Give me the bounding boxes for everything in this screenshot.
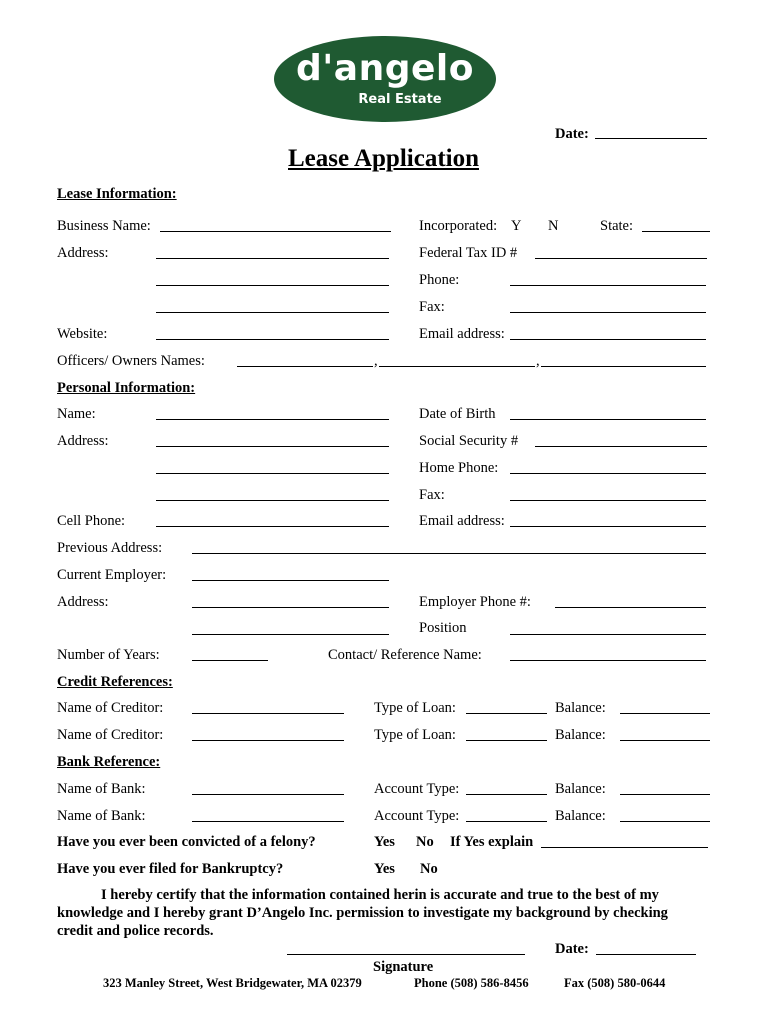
credit-balance-label-1: Balance: [555,700,606,716]
felony-question: Have you ever been convicted of a felony? [57,834,316,850]
name-field[interactable] [156,419,389,420]
bank-name-field-1[interactable] [192,794,344,795]
logo-sub-text: Real Estate [358,92,442,107]
officers-label: Officers/ Owners Names: [57,353,205,369]
officer-name-field-2[interactable] [379,366,535,367]
bank-balance-field-2[interactable] [620,821,710,822]
bank-balance-label-1: Balance: [555,781,606,797]
footer-address: 323 Manley Street, West Bridgewater, MA 02379 [103,976,362,990]
contact-field[interactable] [510,660,706,661]
credit-balance-label-2: Balance: [555,727,606,743]
personal-fax-label: Fax: [419,487,445,503]
current-employer-field[interactable] [192,580,389,581]
bank-heading: Bank Reference: [57,754,161,770]
business-address-field-3[interactable] [156,312,389,313]
incorporated-no-option[interactable]: N [548,218,559,234]
signature-field[interactable] [287,954,525,955]
bank-balance-field-1[interactable] [620,794,710,795]
website-field[interactable] [156,339,389,340]
dob-field[interactable] [510,419,706,420]
position-label: Position [419,620,467,636]
employer-phone-field[interactable] [555,607,706,608]
personal-email-label: Email address: [419,513,505,529]
business-address-field-2[interactable] [156,285,389,286]
bankruptcy-yes-option[interactable]: Yes [374,861,395,877]
federal-tax-label: Federal Tax ID # [419,245,518,261]
personal-address-label: Address: [57,433,109,449]
bankruptcy-question: Have you ever filed for Bankruptcy? [57,861,284,877]
business-name-label: Business Name: [57,218,151,234]
employer-address-label: Address: [57,594,109,610]
years-field[interactable] [192,660,268,661]
credit-balance-field-2[interactable] [620,740,710,741]
footer-fax: Fax (508) 580-0644 [564,976,666,990]
home-phone-label: Home Phone: [419,460,499,476]
state-label: State: [600,218,634,234]
officer-name-field-3[interactable] [541,366,706,367]
account-type-field-1[interactable] [466,794,547,795]
comma-separator: , [374,353,378,369]
personal-address-field-3[interactable] [156,500,389,501]
incorporated-label: Incorporated: [419,218,498,234]
business-phone-field[interactable] [510,285,706,286]
personal-email-field[interactable] [510,526,706,527]
loan-type-field-2[interactable] [466,740,547,741]
account-type-label-2: Account Type: [374,808,460,824]
credit-heading: Credit References: [57,674,173,690]
website-label: Website: [57,326,108,342]
personal-fax-field[interactable] [510,500,706,501]
name-label: Name: [57,406,96,422]
bankruptcy-no-option[interactable]: No [420,861,438,877]
date-label: Date: [555,126,589,142]
business-address-field-1[interactable] [156,258,389,259]
logo-main-text: d'angelo [296,48,474,89]
felony-explain-label: If Yes explain [450,834,534,850]
cell-phone-field[interactable] [156,526,389,527]
comma-separator: , [536,353,540,369]
personal-address-field-1[interactable] [156,446,389,447]
lease-info-heading: Lease Information: [57,186,177,202]
creditor-field-1[interactable] [192,713,344,714]
business-name-field[interactable] [160,231,391,232]
business-address-label: Address: [57,245,109,261]
creditor-label-1: Name of Creditor: [57,700,164,716]
home-phone-field[interactable] [510,473,706,474]
bank-name-label-1: Name of Bank: [57,781,146,797]
employer-address-field-1[interactable] [192,607,389,608]
incorporated-yes-option[interactable]: Y [511,218,522,234]
years-label: Number of Years: [57,647,160,663]
creditor-field-2[interactable] [192,740,344,741]
footer-phone: Phone (508) 586-8456 [414,976,529,990]
officer-name-field-1[interactable] [237,366,373,367]
certification-text: I hereby certify that the information contained herin is accurate and true to the best of my knowledge and I hereby grant D’Angelo Inc. permission to investigate my background by checking credit and police records. [57,887,668,939]
felony-yes-option[interactable]: Yes [374,834,395,850]
bank-name-label-2: Name of Bank: [57,808,146,824]
business-phone-label: Phone: [419,272,460,288]
account-type-label-1: Account Type: [374,781,460,797]
personal-info-heading: Personal Information: [57,380,196,396]
business-fax-label: Fax: [419,299,445,315]
cell-phone-label: Cell Phone: [57,513,126,529]
previous-address-label: Previous Address: [57,540,163,556]
date-field[interactable] [595,138,707,139]
contact-label: Contact/ Reference Name: [328,647,482,663]
federal-tax-field[interactable] [535,258,707,259]
loan-type-label-1: Type of Loan: [374,700,456,716]
signature-date-label: Date: [555,941,589,957]
personal-address-field-2[interactable] [156,473,389,474]
page-title: Lease Application [288,145,479,172]
account-type-field-2[interactable] [466,821,547,822]
ssn-label: Social Security # [419,433,519,449]
bank-balance-label-2: Balance: [555,808,606,824]
position-field[interactable] [510,634,706,635]
company-logo [274,36,496,122]
signature-date-field[interactable] [596,954,696,955]
business-email-label: Email address: [419,326,505,342]
state-field[interactable] [642,231,710,232]
business-email-field[interactable] [510,339,706,340]
current-employer-label: Current Employer: [57,567,167,583]
creditor-label-2: Name of Creditor: [57,727,164,743]
loan-type-field-1[interactable] [466,713,547,714]
bank-name-field-2[interactable] [192,821,344,822]
employer-address-field-2[interactable] [192,634,389,635]
ssn-field[interactable] [535,446,707,447]
credit-balance-field-1[interactable] [620,713,710,714]
previous-address-field[interactable] [192,553,706,554]
business-fax-field[interactable] [510,312,706,313]
dob-label: Date of Birth [419,406,496,422]
signature-label: Signature [373,959,434,975]
loan-type-label-2: Type of Loan: [374,727,456,743]
felony-explain-field[interactable] [541,847,708,848]
employer-phone-label: Employer Phone #: [419,594,531,610]
felony-no-option[interactable]: No [416,834,434,850]
